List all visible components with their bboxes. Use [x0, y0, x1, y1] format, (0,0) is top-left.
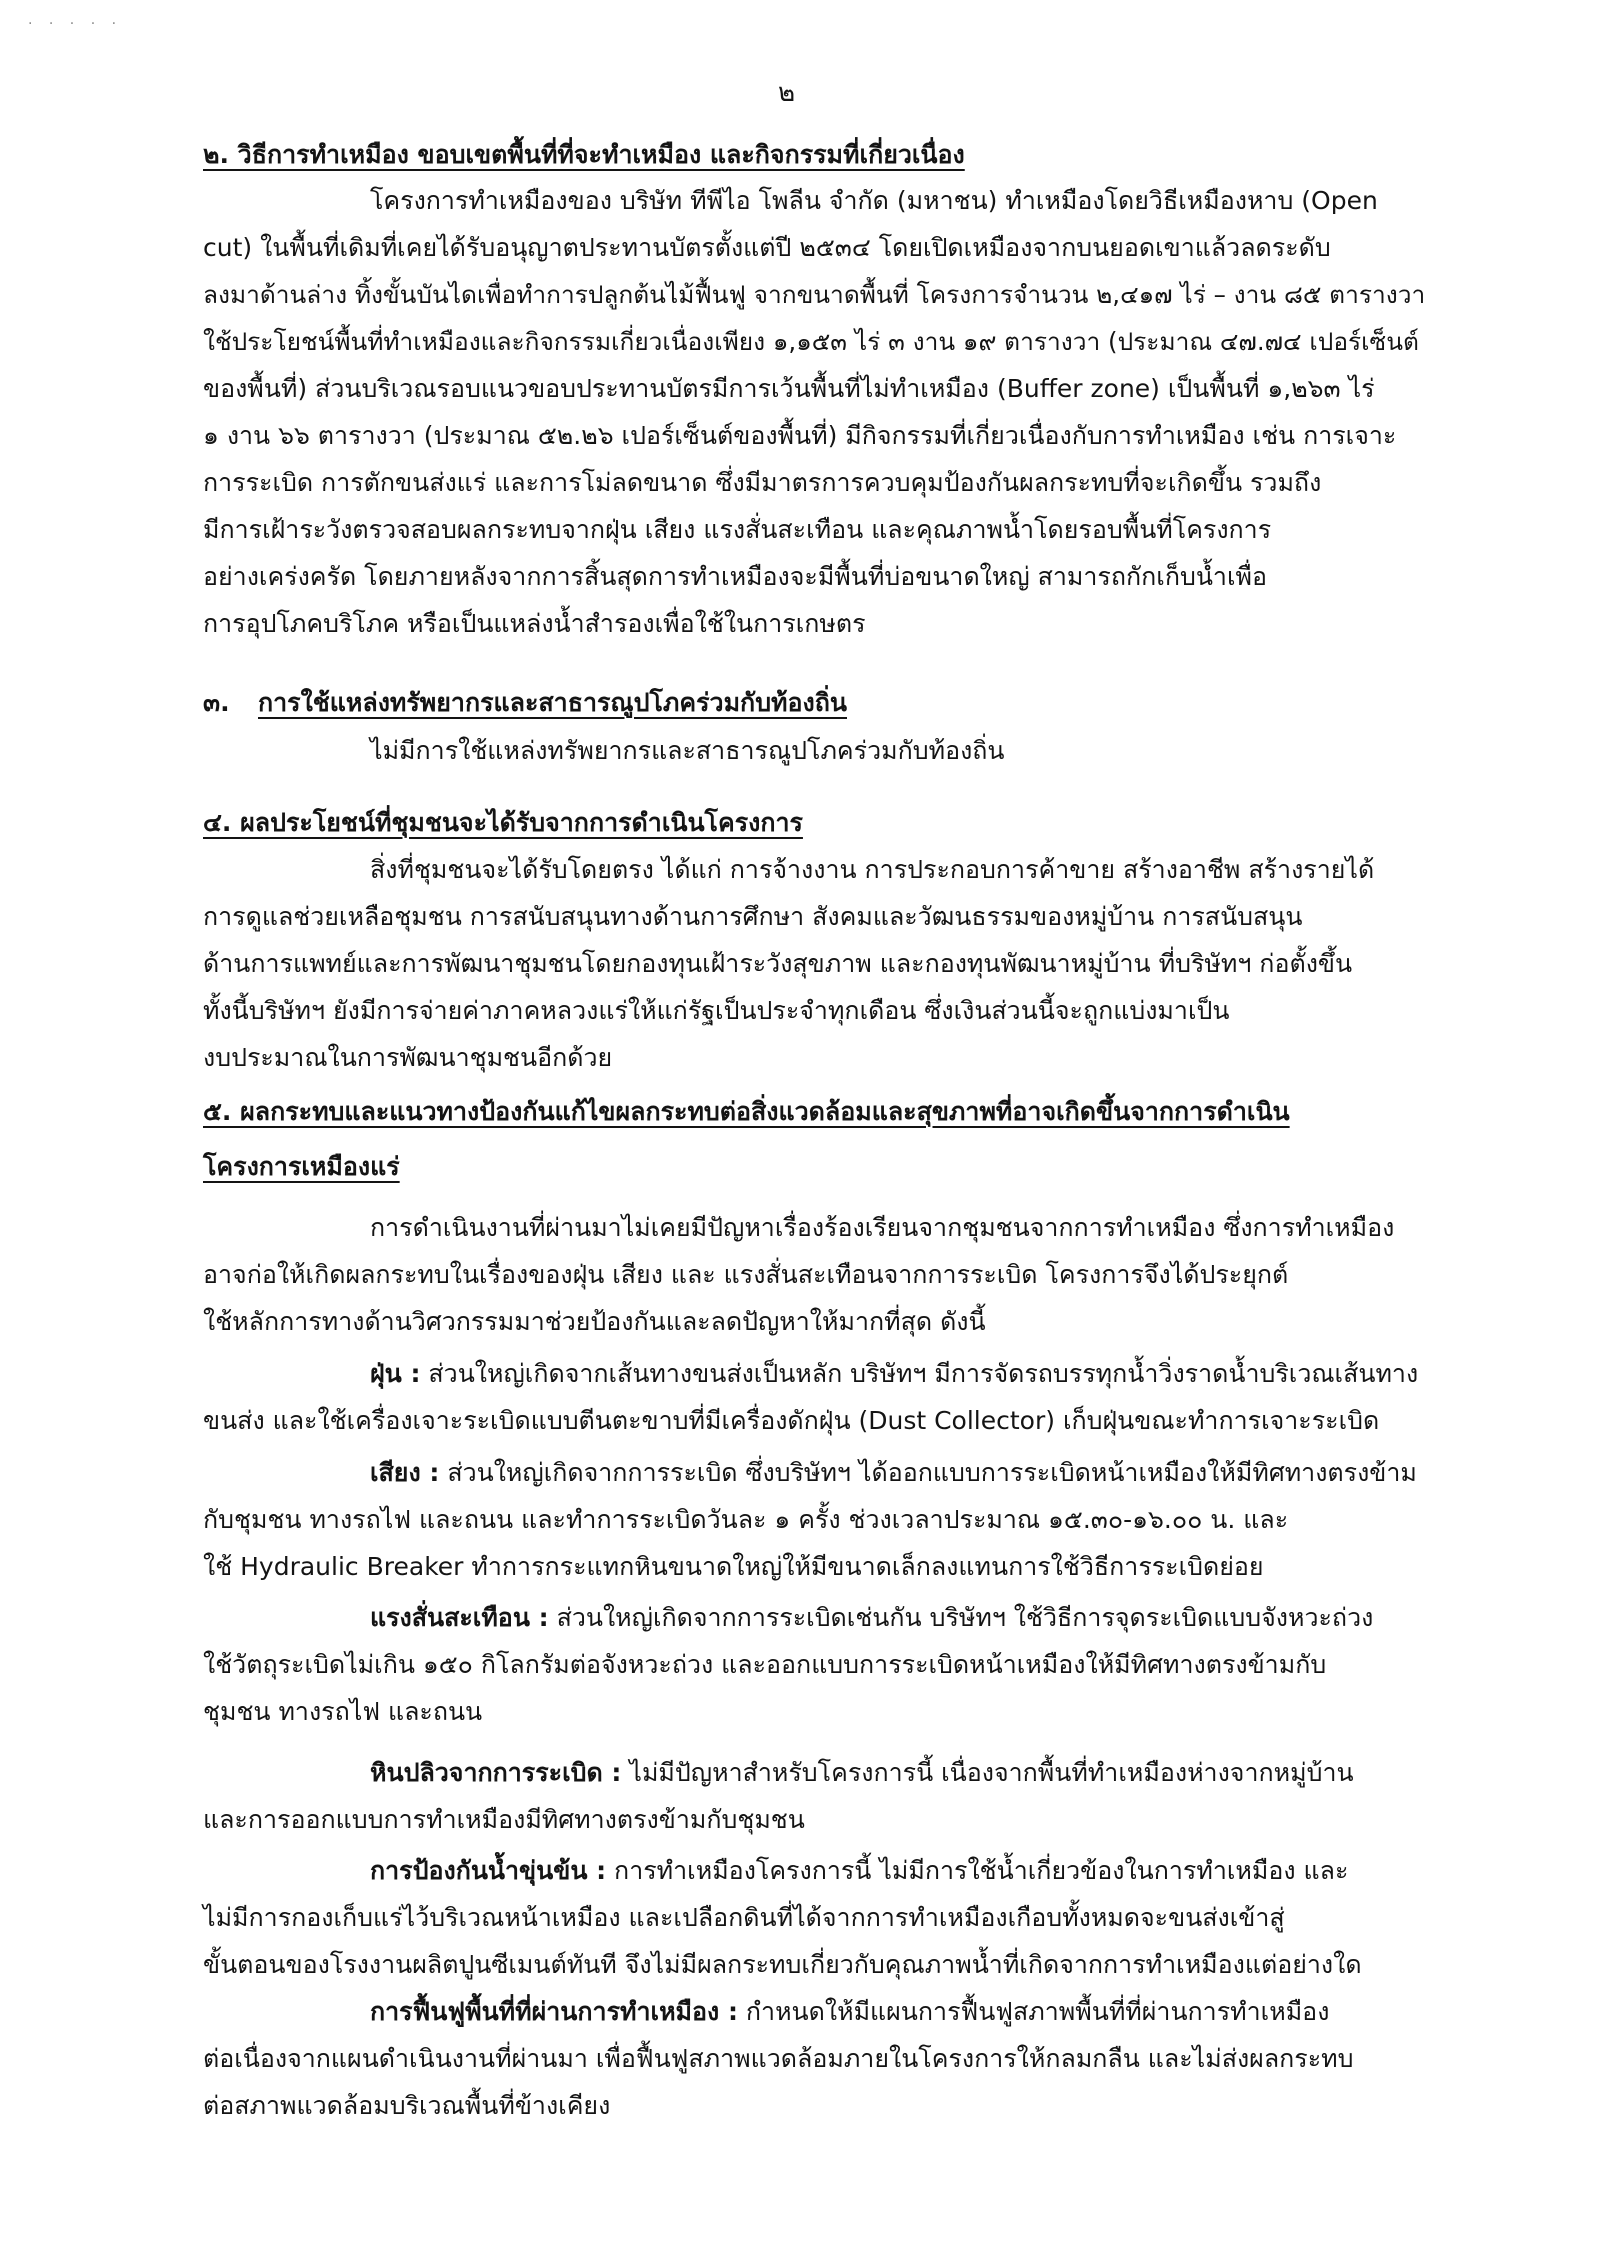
turbidity-line: ไม่มีการกองเก็บแร่ไว้บริเวณหน้าเหมือง และเปลือกดินที่ได้จากการทำเหมืองเกือบทั้งหมดจะขนส่งเข้าสู่	[203, 1903, 1285, 1932]
turbidity-paragraph	[370, 1854, 1348, 1888]
section-2-line: ของพื้นที่) ส่วนบริเวณรอบแนวขอบประทานบัตรมีการเว้นพื้นที่ไม่ทำเหมือง (Buffer zone) เป็นพื้นที่ ๑,๒๖๓ ไร่	[203, 374, 1375, 403]
section-3-number: ๓.	[203, 688, 230, 717]
rehab-text: กำหนดให้มีแผนการฟื้นฟูสภาพพื้นที่ที่ผ่านการทำเหมือง	[737, 1997, 1330, 2026]
rehab-paragraph	[370, 1995, 1329, 2029]
vibration-line: ใช้วัตถุระเบิดไม่เกิน ๑๕๐ กิโลกรัมต่อจังหวะถ่วง และออกแบบการระเบิดหน้าเหมืองให้มีทิศทางตรงข้ามกับ	[203, 1650, 1327, 1679]
rehab-line: ต่อเนื่องจากแผนดำเนินงานที่ผ่านมา เพื่อฟื้นฟูสภาพแวดล้อมภายในโครงการให้กลมกลืน และไม่ส่งผลกระทบ	[203, 2044, 1354, 2073]
section-2-line: ลงมาด้านล่าง ทิ้งขั้นบันไดเพื่อทำการปลูกต้นไม้ฟื้นฟู จากขนาดพื้นที่ โครงการจำนวน ๒,๔๑๗ ไร่ – งาน ๘๕ ตารางวา	[203, 280, 1426, 309]
section-4-line: สิ่งที่ชุมชนจะได้รับโดยตรง ได้แก่ การจ้างงาน การประกอบการค้าขาย สร้างอาชีพ สร้างรายได้	[370, 855, 1375, 884]
scan-specks: · · · · ·	[28, 16, 123, 32]
rehab-label: การฟื้นฟูพื้นที่ที่ผ่านการทำเหมือง :	[370, 1997, 738, 2026]
section-5-intro-line: การดำเนินงานที่ผ่านมาไม่เคยมีปัญหาเรื่องร้องเรียนจากชุมชนจากการทำเหมือง ซึ่งการทำเหมือง	[370, 1213, 1395, 1242]
noise-label: เสียง :	[370, 1458, 440, 1487]
section-3-line: ไม่มีการใช้แหล่งทรัพยากรและสาธารณูปโภคร่วมกับท้องถิ่น	[370, 736, 1005, 765]
turbidity-text: การทำเหมืองโครงการนี้ ไม่มีการใช้น้ำเกี่ยวข้องในการทำเหมือง และ	[606, 1856, 1349, 1885]
section-5-heading-cont: โครงการเหมืองแร่	[203, 1152, 400, 1181]
flyrock-line: และการออกแบบการทำเหมืองมีทิศทางตรงข้ามกับชุมชน	[203, 1805, 805, 1834]
vibration-text: ส่วนใหญ่เกิดจากการระเบิดเช่นกัน บริษัทฯ ใช้วิธีการจุดระเบิดแบบจังหวะถ่วง	[548, 1603, 1374, 1632]
section-5-heading: ๕. ผลกระทบและแนวทางป้องกันแก้ไขผลกระทบต่อสิ่งแวดล้อมและสุขภาพที่อาจเกิดขึ้นจากการดำเนิน	[203, 1097, 1290, 1126]
section-4-line: ด้านการแพทย์และการพัฒนาชุมชนโดยกองทุนเฝ้าระวังสุขภาพ และกองทุนพัฒนาหมู่บ้าน ที่บริษัทฯ ก่อตั้งขึ้น	[203, 949, 1353, 978]
vibration-label: แรงสั่นสะเทือน :	[370, 1603, 549, 1632]
section-2-line: การระเบิด การตักขนส่งแร่ และการโม่ลดขนาด ซึ่งมีมาตรการควบคุมป้องกันผลกระทบที่จะเกิดขึ้น รวมถึง	[203, 468, 1322, 497]
section-4-heading: ๔. ผลประโยชน์ที่ชุมชนจะได้รับจากการดำเนินโครงการ	[203, 808, 803, 837]
section-5-intro-line: ใช้หลักการทางด้านวิศวกรรมมาช่วยป้องกันและลดปัญหาให้มากที่สุด ดังนี้	[203, 1307, 986, 1336]
rehab-line: ต่อสภาพแวดล้อมบริเวณพื้นที่ข้างเคียง	[203, 2091, 611, 2120]
dust-text: ส่วนใหญ่เกิดจากเส้นทางขนส่งเป็นหลัก บริษัทฯ มีการจัดรถบรรทุกน้ำวิ่งราดน้ำบริเวณเส้นทาง	[420, 1359, 1419, 1388]
section-2-line: ใช้ประโยชน์พื้นที่ทำเหมืองและกิจกรรมเกี่ยวเนื่องเพียง ๑,๑๕๓ ไร่ ๓ งาน ๑๙ ตารางวา (ประมาณ ๔๗.๗๔ เปอร์เซ็นต์	[203, 327, 1419, 356]
section-2-line: โครงการทำเหมืองของ บริษัท ทีพีไอ โพลีน จำกัด (มหาชน) ทำเหมืองโดยวิธีเหมืองหาบ (Open	[370, 186, 1378, 215]
section-2-heading: ๒. วิธีการทำเหมือง ขอบเขตพื้นที่ที่จะทำเหมือง และกิจกรรมที่เกี่ยวเนื่อง	[203, 140, 965, 169]
section-2-line: cut) ในพื้นที่เดิมที่เคยได้รับอนุญาตประทานบัตรตั้งแต่ปี ๒๕๓๔ โดยเปิดเหมืองจากบนยอดเขาแล้วลดระดับ	[203, 233, 1331, 262]
noise-paragraph	[370, 1456, 1417, 1490]
dust-paragraph	[370, 1357, 1418, 1391]
section-5-intro-line: อาจก่อให้เกิดผลกระทบในเรื่องของฝุ่น เสียง และ แรงสั่นสะเทือนจากการระเบิด โครงการจึงได้ประยุกต์	[203, 1260, 1289, 1289]
section-2-line: การอุปโภคบริโภค หรือเป็นแหล่งน้ำสำรองเพื่อใช้ในการเกษตร	[203, 609, 866, 638]
flyrock-text: ไม่มีปัญหาสำหรับโครงการนี้ เนื่องจากพื้นที่ทำเหมืองห่างจากหมู่บ้าน	[621, 1758, 1354, 1787]
dust-line: ขนส่ง และใช้เครื่องเจาะระเบิดแบบตีนตะขาบที่มีเครื่องดักฝุ่น (Dust Collector) เก็บฝุ่นขณะทำการเจาะระเบิด	[203, 1406, 1380, 1435]
section-2-line: อย่างเคร่งครัด โดยภายหลังจากการสิ้นสุดการทำเหมืองจะมีพื้นที่บ่อขนาดใหญ่ สามารถกักเก็บน้ำเพื่อ	[203, 562, 1267, 591]
vibration-line: ชุมชน ทางรถไฟ และถนน	[203, 1697, 483, 1726]
noise-text: ส่วนใหญ่เกิดจากการระเบิด ซึ่งบริษัทฯ ได้ออกแบบการระเบิดหน้าเหมืองให้มีทิศทางตรงข้าม	[439, 1458, 1417, 1487]
page-number: ๒	[778, 78, 796, 108]
flyrock-label: หินปลิวจากการระเบิด :	[370, 1758, 622, 1787]
turbidity-label: การป้องกันน้ำขุ่นข้น :	[370, 1856, 607, 1885]
section-4-line: ทั้งนี้บริษัทฯ ยังมีการจ่ายค่าภาคหลวงแร่ให้แก่รัฐเป็นประจำทุกเดือน ซึ่งเงินส่วนนี้จะถูกแบ่งมาเป็น	[203, 996, 1230, 1025]
section-2-line: มีการเฝ้าระวังตรวจสอบผลกระทบจากฝุ่น เสียง แรงสั่นสะเทือน และคุณภาพน้ำโดยรอบพื้นที่โครงการ	[203, 515, 1272, 544]
section-4-line: งบประมาณในการพัฒนาชุมชนอีกด้วย	[203, 1043, 613, 1072]
section-3-heading: การใช้แหล่งทรัพยากรและสาธารณูปโภคร่วมกับท้องถิ่น	[258, 688, 847, 717]
noise-line: กับชุมชน ทางรถไฟ และถนน และทำการระเบิดวันละ ๑ ครั้ง ช่วงเวลาประมาณ ๑๕.๓๐-๑๖.๐๐ น. และ	[203, 1505, 1289, 1534]
section-2-line: ๑ งาน ๖๖ ตารางวา (ประมาณ ๕๒.๒๖ เปอร์เซ็นต์ของพื้นที่) มีกิจกรรมที่เกี่ยวเนื่องกับการทำเหมือง เช่น การเจาะ	[203, 421, 1397, 450]
vibration-paragraph	[370, 1601, 1373, 1635]
flyrock-paragraph	[370, 1756, 1354, 1790]
noise-line: ใช้ Hydraulic Breaker ทำการกระแทกหินขนาดใหญ่ให้มีขนาดเล็กลงแทนการใช้วิธีการระเบิดย่อย	[203, 1552, 1264, 1581]
dust-label: ฝุ่น :	[370, 1359, 421, 1388]
turbidity-line: ขั้นตอนของโรงงานผลิตปูนซีเมนต์ทันที จึงไม่มีผลกระทบเกี่ยวกับคุณภาพน้ำที่เกิดจากการทำเหมืองแต่อย่างใด	[203, 1950, 1362, 1979]
section-4-line: การดูแลช่วยเหลือชุมชน การสนับสนุนทางด้านการศึกษา สังคมและวัฒนธรรมของหมู่บ้าน การสนับสนุน	[203, 902, 1303, 931]
